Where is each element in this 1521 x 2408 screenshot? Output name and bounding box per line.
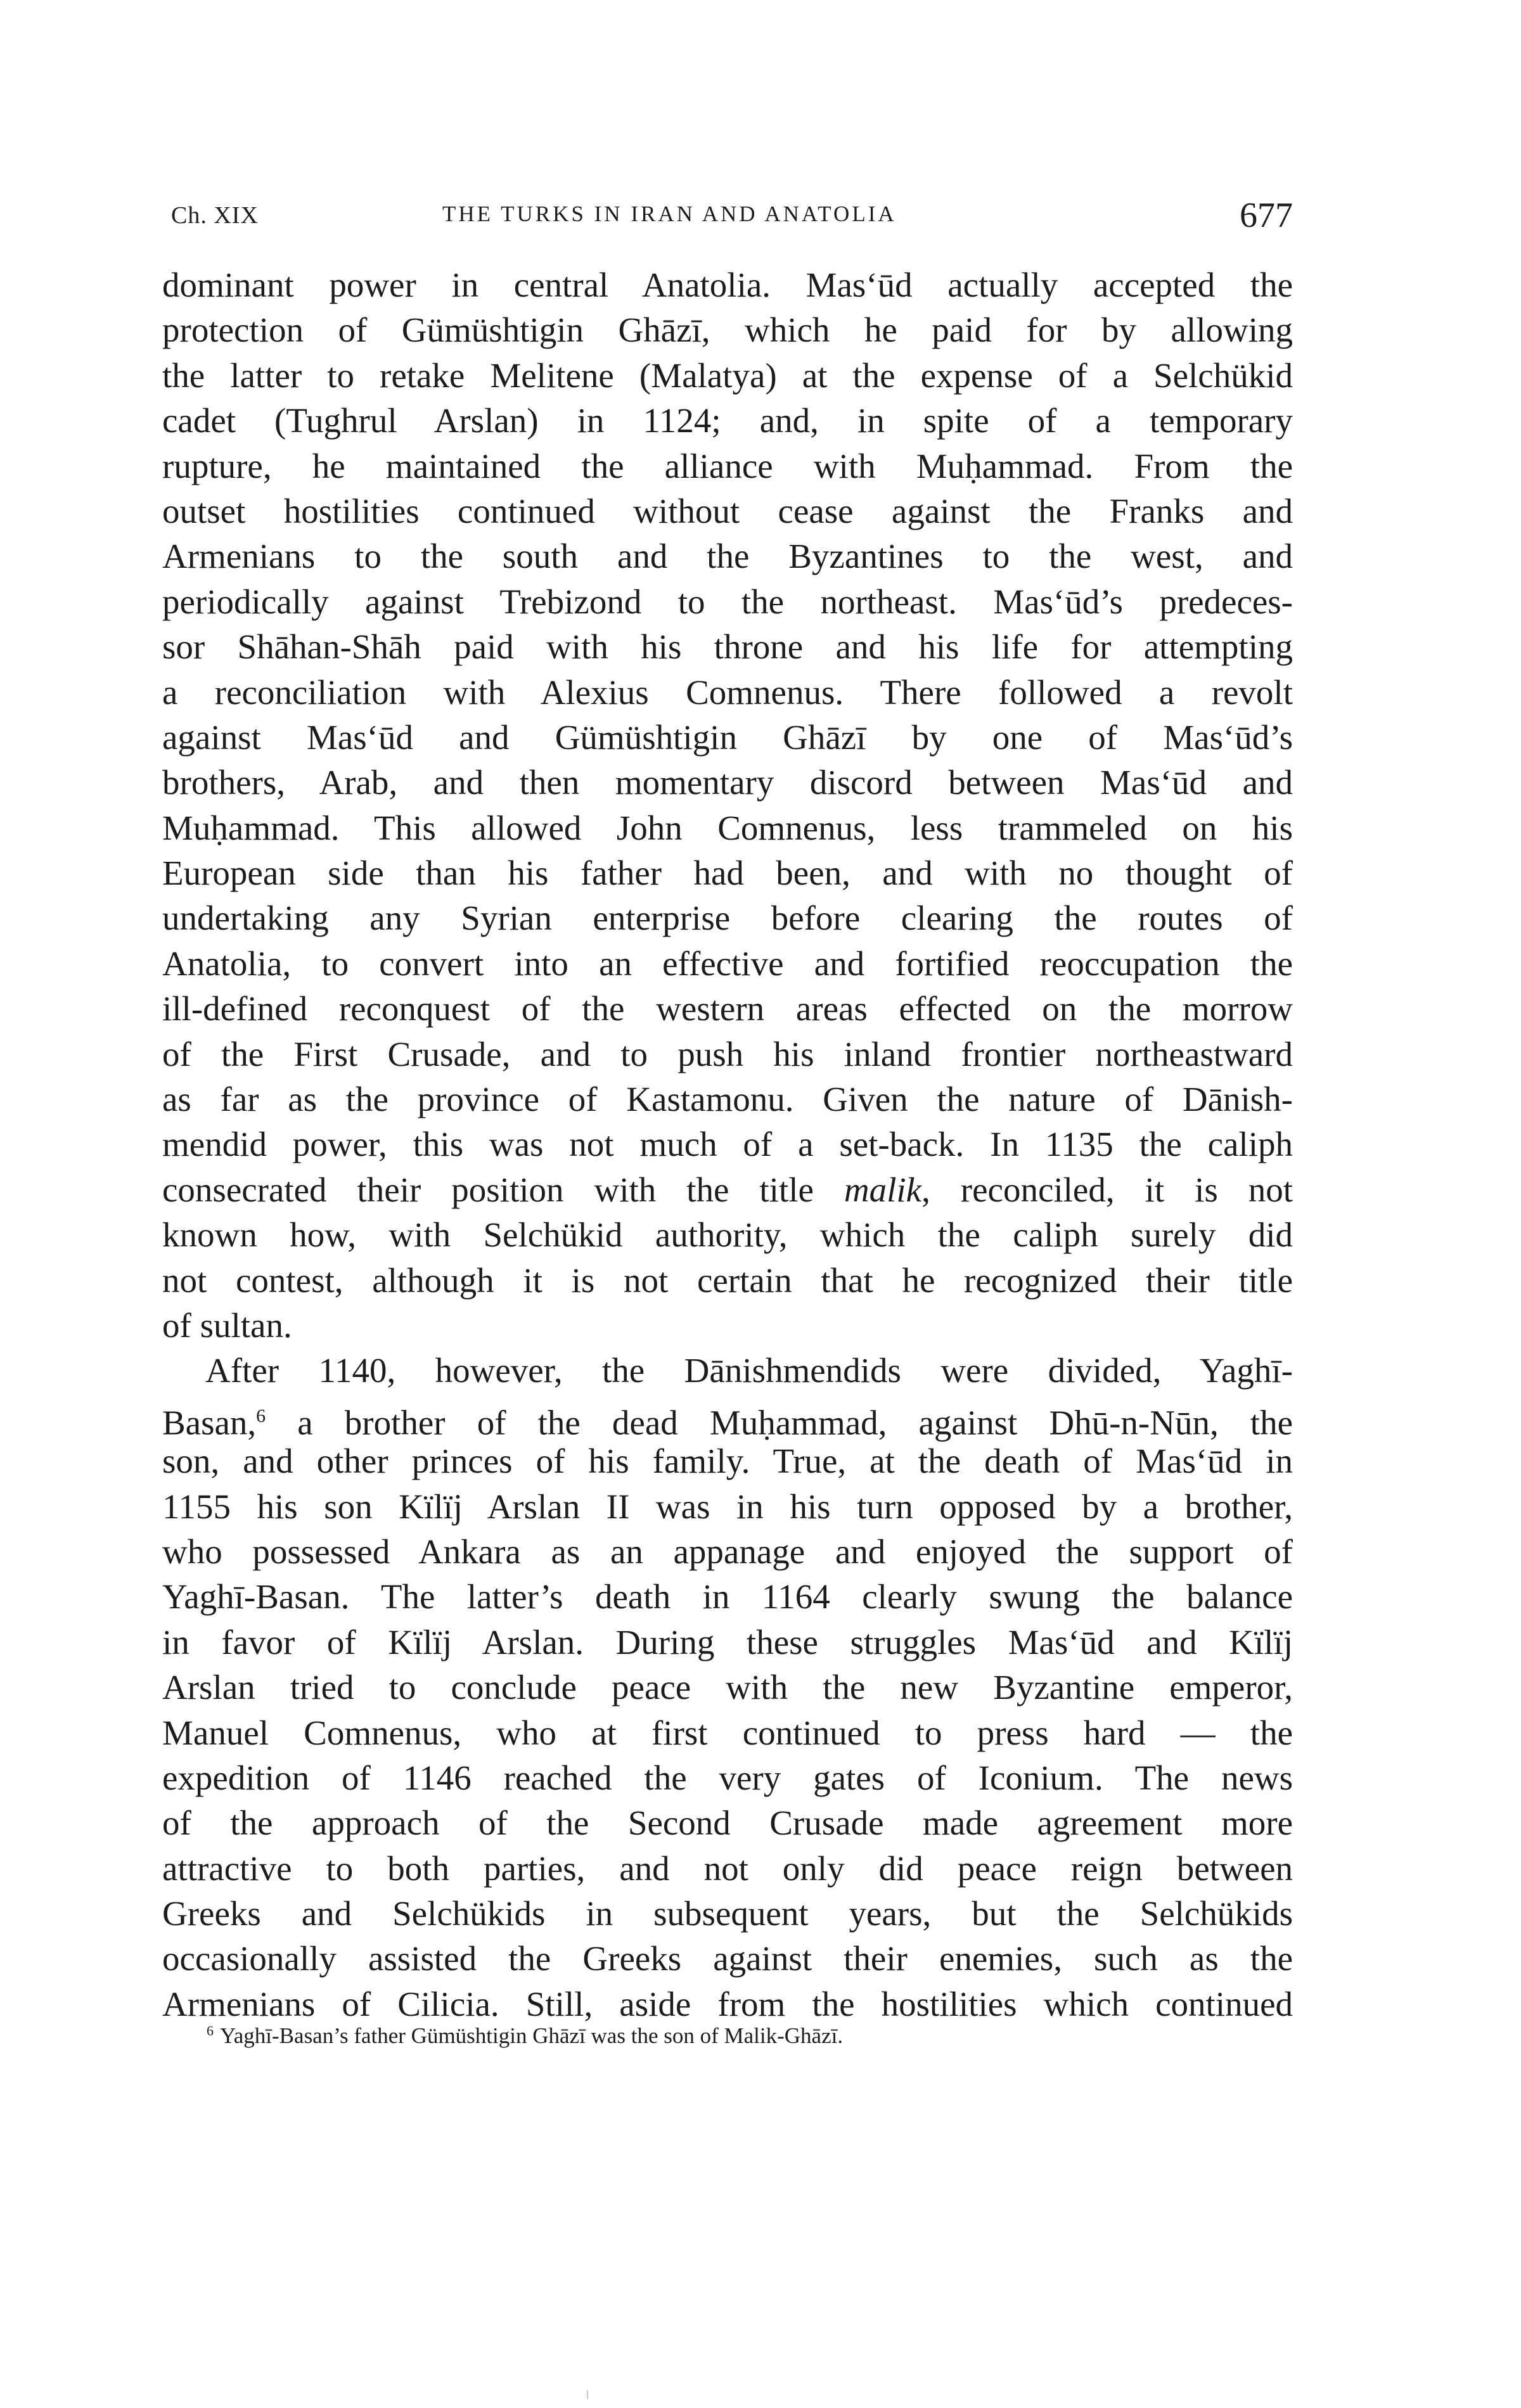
text-line: dominant power in central Anatolia. Mas‘ūd actually accepted the (162, 266, 1293, 304)
text-line: not contest, although it is not certain that he recognized their title (162, 1260, 1293, 1300)
text-segment: Basan, (162, 1403, 257, 1442)
text-line: Manuel Comnenus, who at first continued to press hard — the (162, 1713, 1293, 1752)
text-line: Armenians of Cilicia. Still, aside from the hostilities which continued (162, 1984, 1293, 2023)
text-line: Greeks and Selchükids in subsequent years, but the Selchükids (162, 1894, 1293, 1933)
page-number: 677 (1240, 196, 1293, 235)
body-text (162, 262, 1293, 2027)
text-line: the latter to retake Melitene (Malatya) at the expense of a Selchükid (162, 355, 1293, 395)
text-line: cadet (Tughrul Arslan) in 1124; and, in spite of a temporary (162, 401, 1293, 440)
text-line (162, 1393, 1293, 1442)
text-line: against Mas‘ūd and Gümüshtigin Ghāzī by one of Mas‘ūd’s (162, 717, 1293, 757)
text-line: 1155 his son Kïlïj Arslan II was in his turn opposed by a brother, (162, 1487, 1293, 1526)
text-line: expedition of 1146 reached the very gates of Iconium. The news (162, 1758, 1293, 1797)
text-line: European side than his father had been, and with no thought of (162, 854, 1293, 893)
text-line: occasionally assisted the Greeks against their enemies, such as the (162, 1939, 1293, 1978)
text-line: of the approach of the Second Crusade made agreement more (162, 1803, 1293, 1843)
paragraph-2 (162, 1348, 1293, 2027)
footnote-reference[interactable]: 6 (256, 1405, 266, 1426)
text-line: son, and other princes of his family. True, at the death of Mas‘ūd in (162, 1442, 1293, 1481)
text-line: Muḥammad. This allowed John Comnenus, less trammeled on his (162, 808, 1293, 847)
text-segment: a brother of the dead Muḥammad, against Dhū-n-Nūn, the (266, 1403, 1293, 1442)
text-line: protection of Gümüshtigin Ghāzī, which he paid for by allowing (162, 311, 1293, 350)
text-line: rupture, he maintained the alliance with Muḥammad. From the (162, 446, 1293, 485)
text-line: as far as the province of Kastamonu. Given the nature of Dānish- (162, 1080, 1293, 1119)
footnote-number: 6 (207, 2023, 214, 2039)
text-line: Anatolia, to convert into an effective and fortified reoccupation the (162, 944, 1293, 983)
italic-term: malik (844, 1170, 922, 1209)
text-line: undertaking any Syrian enterprise before clearing the routes of (162, 899, 1293, 938)
text-line (162, 1167, 1293, 1212)
scan-speck (587, 2390, 588, 2399)
chapter-label: Ch. XIX (171, 202, 259, 229)
text-line: outset hostilities continued without cease against the Franks and (162, 491, 1293, 530)
text-line: known how, with Selchükid authority, which the caliph surely did (162, 1215, 1293, 1255)
text-line: ill-defined reconquest of the western areas effected on the morrow (162, 989, 1293, 1028)
text-line: a reconciliation with Alexius Comnenus. There followed a revolt (162, 672, 1293, 712)
text-segment: , reconciled, it is not (921, 1170, 1293, 1209)
text-line: sor Shāhan-Shāh paid with his throne and his life for attempting (162, 627, 1293, 667)
running-title: THE TURKS IN IRAN AND ANATOLIA (442, 202, 897, 226)
text-line: in favor of Kïlïj Arslan. During these struggles Mas‘ūd and Kïlïj (162, 1622, 1293, 1662)
text-line: Yaghī-Basan. The latter’s death in 1164 clearly swung the balance (162, 1577, 1293, 1617)
text-line: After 1140, however, the Dānishmendids were divided, Yaghī- (205, 1351, 1293, 1390)
running-head (162, 198, 1293, 236)
text-line: periodically against Trebizond to the northeast. Mas‘ūd’s predeces- (162, 582, 1293, 621)
paragraph-1 (162, 262, 1293, 1348)
text-segment: consecrated their position with the title (162, 1170, 844, 1209)
text-line: who possessed Ankara as an appanage and enjoyed the support of (162, 1532, 1293, 1571)
footnote (207, 2023, 1284, 2049)
text-line: mendid power, this was not much of a set-back. In 1135 the caliph (162, 1125, 1293, 1164)
footnote-text: Yaghī-Basan’s father Gümüshtigin Ghāzī was the son of Malik-Ghāzī. (220, 2023, 844, 2048)
text-line: brothers, Arab, and then momentary discord between Mas‘ūd and (162, 763, 1293, 802)
text-line: Arslan tried to conclude peace with the new Byzantine emperor, (162, 1668, 1293, 1707)
text-line: Armenians to the south and the Byzantines to the west, and (162, 537, 1293, 576)
text-line: of the First Crusade, and to push his inland frontier northeastward (162, 1034, 1293, 1073)
text-line: of sultan. (162, 1305, 292, 1345)
text-line: attractive to both parties, and not only did peace reign between (162, 1848, 1293, 1888)
